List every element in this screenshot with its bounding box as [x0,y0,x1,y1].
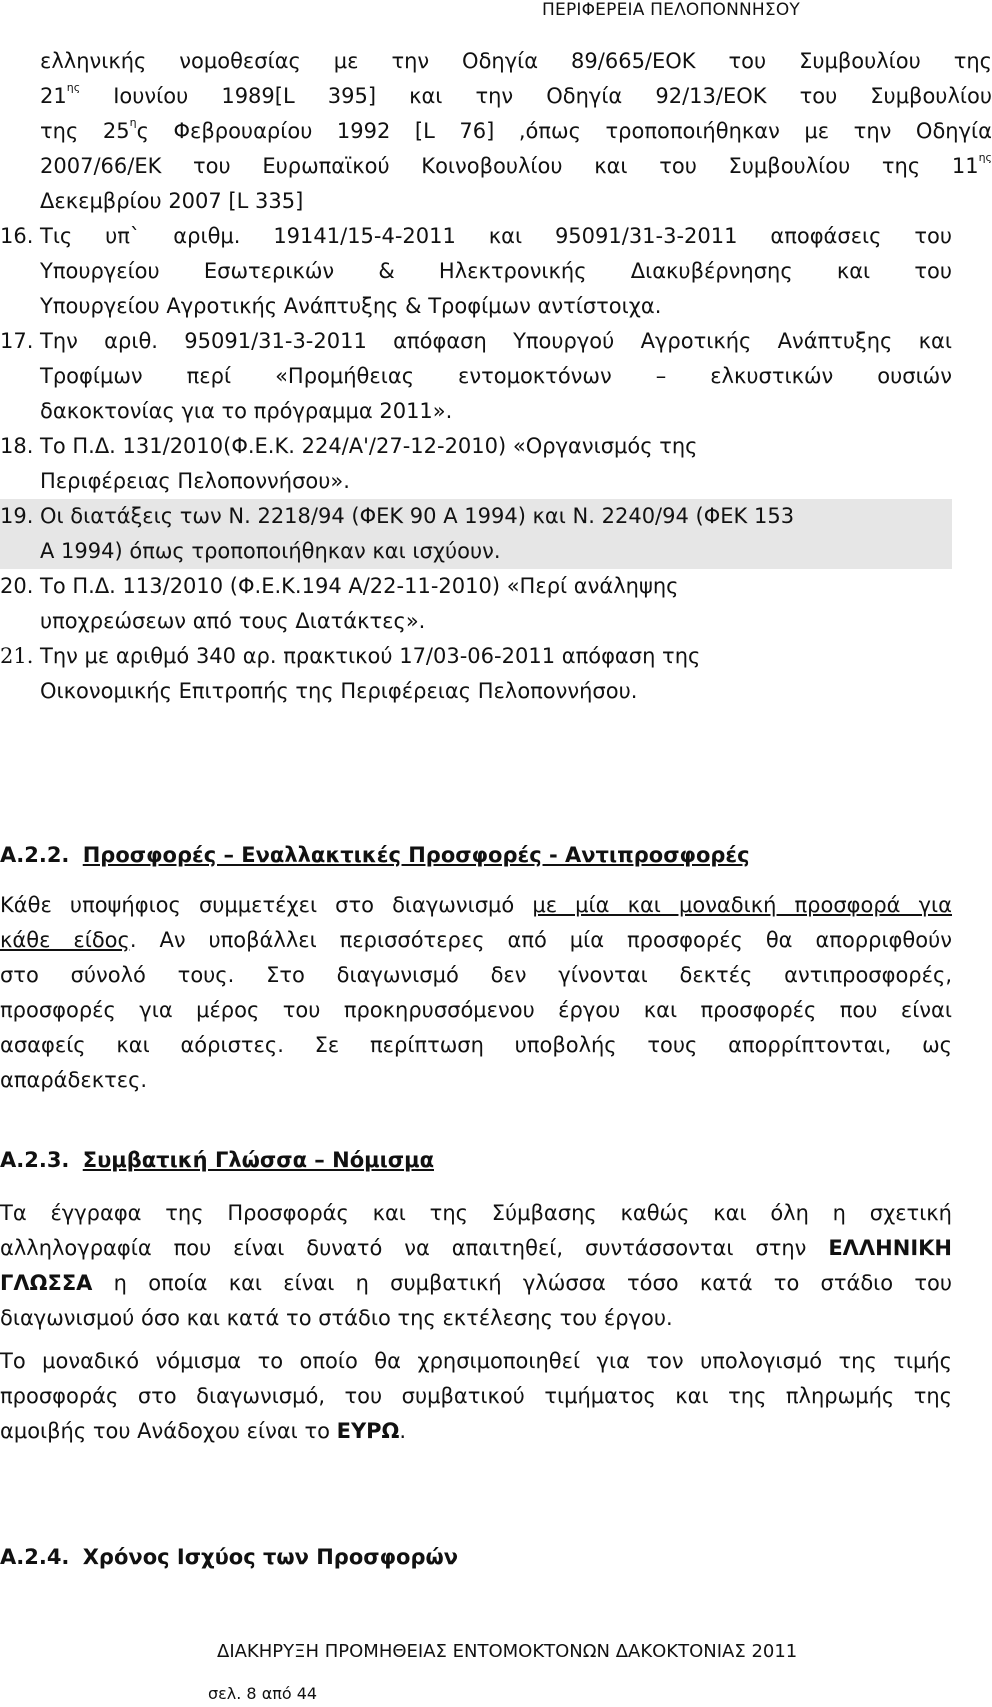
item-line: Το Π.Δ. 131/2010(Φ.Ε.Κ. 224/Α'/27-12-2010) «Οργανισμός της [40,434,698,458]
item-number: 19. [0,504,34,528]
intro-line: $21^{\eta\varsigma}$ Ιουνίου 1989[L 395] και την Οδηγία 92/13/ΕΟΚ του Συμβουλίου [40,81,992,108]
intro-paragraph [0,44,992,219]
item-line: Οικονομικής Επιτροπής της Περιφέρειας Πελοποννήσου. [40,679,638,703]
item-line: Υπουργείου Εσωτερικών & Ηλεκτρονικής Διακυβέρνησης και του [40,259,952,283]
list-item-17 [0,324,952,429]
item-line: Τροφίμων περί «Προμήθειας εντομοκτόνων – ελκυστικών ουσιών [40,364,952,388]
item-line: Τις υπ` αριθμ. 19141/15-4-2011 και 95091/31-3-2011 αποφάσεις του [40,224,952,248]
footer-title: ΔΙΑΚΗΡΥΞΗ ΠΡΟΜΗΘΕΙΑΣ ΕΝΤΟΜΟΚΤΟΝΩΝ ΔΑΚΟΚΤΟΝΙΑΣ 2011 [217,1641,798,1662]
section-heading-a222 [0,843,750,867]
item-line: Υπουργείου Αγροτικής Ανάπτυξης & Τροφίμων αντίστοιχα. [40,294,662,318]
page-number: σελ. 8 από 44 [208,1684,318,1703]
item-line: Α 1994) όπως τροποποιήθηκαν και ισχύουν. [40,539,501,563]
item-number: 18. [0,434,34,458]
offers-paragraph: Κάθε υποψήφιος συμμετέχει στο διαγωνισμό με μία και μοναδική προσφορά για κάθε είδος. Αν υποβάλλει περισσότερες από μία προσφορές θα απορριφθούν στο σύνολό τους. Στο διαγωνισμό δεν γίνονται δεκτές αντιπροσφορές, προσφορές για μέρος του προκηρυσσόμενου έργου και προσφορές που είναι ασαφείς και αόριστες. Σε περίπτωση υποβολής τους απορρίπτονται, ως απαράδεκτες. [0,893,952,1092]
item-line: Το Π.Δ. 113/2010 (Φ.Ε.Κ.194 Α/22-11-2010) «Περί ανάληψης [40,574,679,598]
intro-line: 2007/66/ΕΚ του Ευρωπαϊκού Κοινοβουλίου και του Συμβουλίου της $11^{\eta\varsigma}$ [40,151,992,178]
intro-line: ελληνικής νομοθεσίας με την Οδηγία 89/665/ΕΟΚ του Συμβουλίου της [40,49,992,73]
list-item-20 [0,569,952,639]
legal-basis-list [0,44,992,709]
section-number: Α.2.2. [0,843,70,867]
section-number: Α.2.3. [0,1148,70,1172]
page-header: ΠΕΡΙΦΕΡΕΙΑ ΠΕΛΟΠΟΝΝΗΣΟΥ [542,0,800,20]
section-heading-a224 [0,1545,458,1569]
language-paragraph: Τα έγγραφα της Προσφοράς και της Σύμβασης καθώς και όλη η σχετική αλληλογραφία που είναι δυνατό να απαιτηθεί, συντάσσονται στην ΕΛΛΗΝΙΚΗ ΓΛΩΣΣΑ η οποία και είναι η συμβατική γλώσσα τόσο κατά το στάδιο του διαγωνισμού όσο και κατά το στάδιο της εκτέλεσης του έργου. [0,1201,952,1330]
list-item-16 [0,219,952,324]
list-item-19 [0,499,952,569]
currency-paragraph: Το μοναδικό νόμισμα το οποίο θα χρησιμοποιηθεί για τον υπολογισμό της τιμής προσφοράς στο διαγωνισμό, του συμβατικού τιμήματος και της πληρωμής της αμοιβής του Ανάδοχου είναι το ΕΥΡΩ. [0,1349,952,1443]
item-line: δακοκτονίας για το πρόγραμμα 2011». [40,399,453,423]
list-item-21 [0,639,952,709]
item-line: Την αριθ. 95091/31-3-2011 απόφαση Υπουργού Αγροτικής Ανάπτυξης και [40,329,952,353]
item-line: Οι διατάξεις των Ν. 2218/94 (ΦΕΚ 90 Α 1994) και Ν. 2240/94 (ΦΕΚ 153 [40,504,795,528]
section-number: Α.2.4. [0,1545,70,1569]
list-item-18 [0,429,952,499]
item-number: 20. [0,574,34,598]
item-line: Περιφέρειας Πελοποννήσου». [40,469,350,493]
section-title: Χρόνος Ισχύος των Προσφορών [82,1545,459,1569]
section-title: Συμβατική Γλώσσα – Νόμισμα [82,1148,434,1172]
item-number: 16. [0,224,34,248]
item-number: 21. [0,644,34,668]
intro-line: Δεκεμβρίου 2007 [L 335] [40,189,304,213]
intro-line: της $25^\eta\varsigma$ Φεβρουαρίου 1992 [L 76] ,όπως τροποποιήθηκαν με την Οδηγία [40,116,992,143]
item-line: υποχρεώσεων από τους Διατάκτες». [40,609,426,633]
item-line: Την με αριθμό 340 αρ. πρακτικού 17/03-06-2011 απόφαση της [40,644,701,668]
section-heading-a223 [0,1148,434,1172]
section-title: Προσφορές – Εναλλακτικές Προσφορές - Αντιπροσφορές [82,843,750,867]
item-number: 17. [0,329,34,353]
